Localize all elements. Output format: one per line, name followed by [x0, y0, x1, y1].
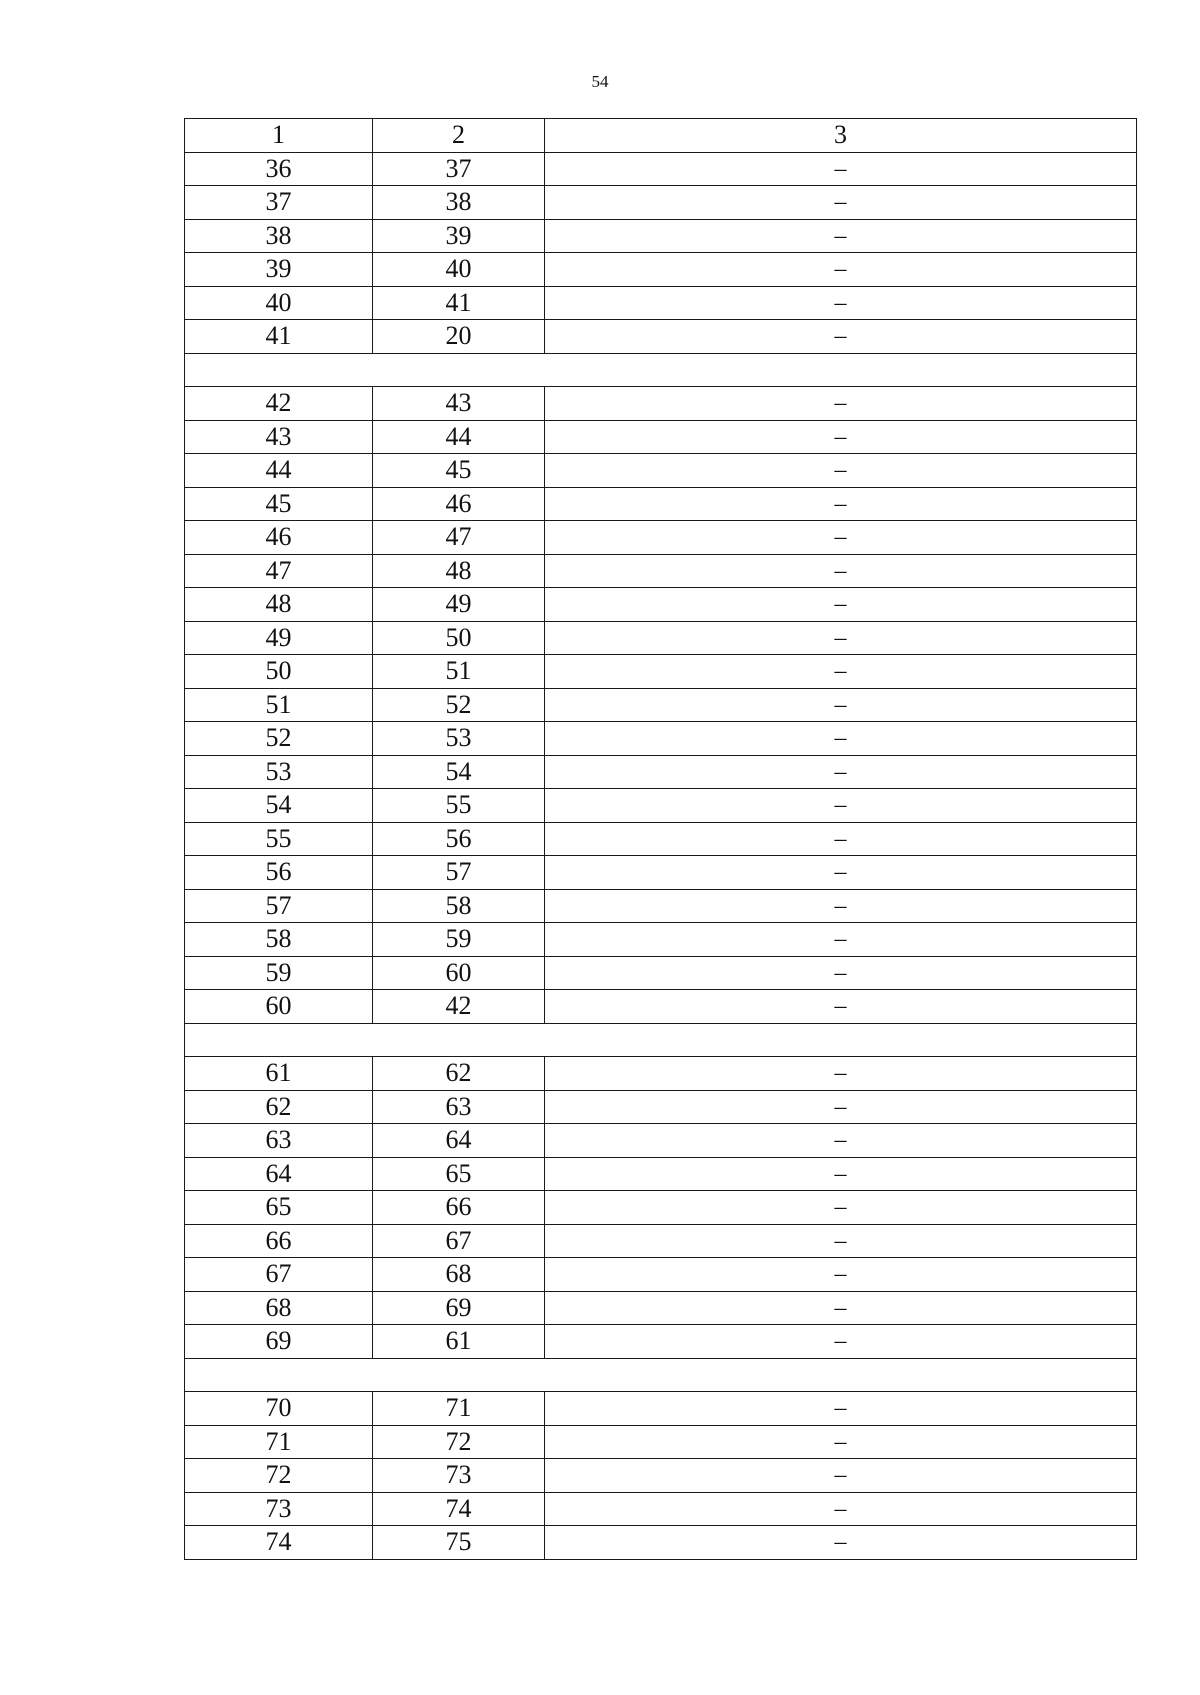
cell-value: – [545, 621, 1137, 655]
blank-separator-row [185, 353, 1137, 387]
cell-to: 52 [373, 688, 545, 722]
cell-value: – [545, 1492, 1137, 1526]
cell-to: 38 [373, 186, 545, 220]
cell-to: 59 [373, 923, 545, 957]
table-row [185, 1392, 1137, 1426]
cell-to: 75 [373, 1526, 545, 1560]
cell-from: 40 [185, 286, 373, 320]
table-row [185, 722, 1137, 756]
table-row [185, 1425, 1137, 1459]
data-table-container [184, 118, 1136, 1560]
cell-to: 57 [373, 856, 545, 890]
column-header-3: 3 [545, 119, 1137, 153]
cell-to: 51 [373, 655, 545, 689]
cell-from: 43 [185, 420, 373, 454]
cell-from: 64 [185, 1157, 373, 1191]
cell-to: 73 [373, 1459, 545, 1493]
cell-from: 42 [185, 387, 373, 421]
cell-value: – [545, 186, 1137, 220]
cell-from: 72 [185, 1459, 373, 1493]
cell-to: 60 [373, 956, 545, 990]
cell-to: 53 [373, 722, 545, 756]
table-body [185, 152, 1137, 1559]
table-row [185, 152, 1137, 186]
cell-value: – [545, 286, 1137, 320]
cell-from: 53 [185, 755, 373, 789]
cell-from: 58 [185, 923, 373, 957]
cell-to: 72 [373, 1425, 545, 1459]
cell-value: – [545, 1425, 1137, 1459]
blank-separator-row [185, 1023, 1137, 1057]
cell-value: – [545, 1224, 1137, 1258]
cell-value: – [545, 521, 1137, 555]
cell-to: 40 [373, 253, 545, 287]
cell-value: – [545, 688, 1137, 722]
blank-separator-row [185, 1358, 1137, 1392]
cell-value: – [545, 856, 1137, 890]
cell-value: – [545, 1526, 1137, 1560]
cell-to: 65 [373, 1157, 545, 1191]
table-row [185, 1258, 1137, 1292]
cell-from: 41 [185, 320, 373, 354]
cell-from: 57 [185, 889, 373, 923]
cell-to: 43 [373, 387, 545, 421]
cell-from: 54 [185, 789, 373, 823]
cell-from: 67 [185, 1258, 373, 1292]
blank-separator-cell [185, 1023, 1137, 1057]
cell-from: 60 [185, 990, 373, 1024]
cell-value: – [545, 253, 1137, 287]
table-row [185, 856, 1137, 890]
cell-to: 37 [373, 152, 545, 186]
cell-from: 56 [185, 856, 373, 890]
cell-value: – [545, 420, 1137, 454]
cell-to: 54 [373, 755, 545, 789]
cell-value: – [545, 722, 1137, 756]
cell-value: – [545, 1291, 1137, 1325]
cell-from: 37 [185, 186, 373, 220]
table-row [185, 1057, 1137, 1091]
cell-from: 65 [185, 1191, 373, 1225]
cell-to: 49 [373, 588, 545, 622]
cell-to: 67 [373, 1224, 545, 1258]
cell-from: 44 [185, 454, 373, 488]
cell-from: 36 [185, 152, 373, 186]
cell-from: 68 [185, 1291, 373, 1325]
cell-from: 49 [185, 621, 373, 655]
table-row [185, 688, 1137, 722]
cell-to: 42 [373, 990, 545, 1024]
table-row [185, 822, 1137, 856]
cell-from: 70 [185, 1392, 373, 1426]
cell-to: 69 [373, 1291, 545, 1325]
table-row [185, 387, 1137, 421]
table-row [185, 1090, 1137, 1124]
table-row [185, 1526, 1137, 1560]
cell-value: – [545, 755, 1137, 789]
table-row [185, 1224, 1137, 1258]
table-row [185, 889, 1137, 923]
cell-to: 39 [373, 219, 545, 253]
table-row [185, 554, 1137, 588]
cell-to: 61 [373, 1325, 545, 1359]
table-row [185, 956, 1137, 990]
cell-value: – [545, 655, 1137, 689]
cell-value: – [545, 1157, 1137, 1191]
cell-to: 50 [373, 621, 545, 655]
cell-from: 74 [185, 1526, 373, 1560]
cell-from: 45 [185, 487, 373, 521]
cell-value: – [545, 554, 1137, 588]
cell-to: 46 [373, 487, 545, 521]
cell-to: 58 [373, 889, 545, 923]
blank-separator-cell [185, 353, 1137, 387]
cell-to: 63 [373, 1090, 545, 1124]
table-row [185, 454, 1137, 488]
cell-from: 38 [185, 219, 373, 253]
cell-value: – [545, 1325, 1137, 1359]
cell-from: 46 [185, 521, 373, 555]
table-row [185, 420, 1137, 454]
cell-to: 56 [373, 822, 545, 856]
table-row [185, 755, 1137, 789]
table-row [185, 789, 1137, 823]
cell-from: 39 [185, 253, 373, 287]
cell-value: – [545, 219, 1137, 253]
table-row [185, 1325, 1137, 1359]
table-row [185, 1291, 1137, 1325]
cell-from: 52 [185, 722, 373, 756]
cell-value: – [545, 923, 1137, 957]
cell-value: – [545, 1057, 1137, 1091]
cell-to: 20 [373, 320, 545, 354]
column-header-1: 1 [185, 119, 373, 153]
cell-to: 66 [373, 1191, 545, 1225]
cell-value: – [545, 990, 1137, 1024]
table-header-row [185, 119, 1137, 153]
table-row [185, 1492, 1137, 1526]
cell-to: 62 [373, 1057, 545, 1091]
cell-from: 63 [185, 1124, 373, 1158]
table-row [185, 487, 1137, 521]
cell-value: – [545, 956, 1137, 990]
cell-to: 44 [373, 420, 545, 454]
cell-from: 66 [185, 1224, 373, 1258]
cell-from: 48 [185, 588, 373, 622]
cell-value: – [545, 789, 1137, 823]
cell-from: 61 [185, 1057, 373, 1091]
cell-from: 69 [185, 1325, 373, 1359]
cell-from: 73 [185, 1492, 373, 1526]
cell-to: 45 [373, 454, 545, 488]
cell-to: 74 [373, 1492, 545, 1526]
cell-from: 62 [185, 1090, 373, 1124]
cell-from: 47 [185, 554, 373, 588]
table-row [185, 1191, 1137, 1225]
cell-from: 71 [185, 1425, 373, 1459]
page-number: 54 [591, 72, 609, 91]
cell-from: 59 [185, 956, 373, 990]
cell-value: – [545, 320, 1137, 354]
table-row [185, 1157, 1137, 1191]
table-row [185, 588, 1137, 622]
cell-to: 48 [373, 554, 545, 588]
table-row [185, 286, 1137, 320]
cell-value: – [545, 889, 1137, 923]
cell-value: – [545, 1459, 1137, 1493]
cell-value: – [545, 487, 1137, 521]
cell-from: 51 [185, 688, 373, 722]
cell-value: – [545, 588, 1137, 622]
cell-to: 55 [373, 789, 545, 823]
blank-separator-cell [185, 1358, 1137, 1392]
cell-value: – [545, 1191, 1137, 1225]
cell-from: 55 [185, 822, 373, 856]
cell-to: 71 [373, 1392, 545, 1426]
cell-value: – [545, 1258, 1137, 1292]
cell-to: 41 [373, 286, 545, 320]
table-row [185, 253, 1137, 287]
table-row [185, 990, 1137, 1024]
table-row [185, 1459, 1137, 1493]
cell-value: – [545, 1124, 1137, 1158]
cell-value: – [545, 152, 1137, 186]
table-row [185, 1124, 1137, 1158]
cell-to: 68 [373, 1258, 545, 1292]
table-row [185, 923, 1137, 957]
column-header-2: 2 [373, 119, 545, 153]
table-row [185, 655, 1137, 689]
cell-value: – [545, 1392, 1137, 1426]
table-row [185, 521, 1137, 555]
table-row [185, 219, 1137, 253]
data-table [184, 118, 1137, 1560]
table-row [185, 186, 1137, 220]
cell-from: 50 [185, 655, 373, 689]
cell-value: – [545, 454, 1137, 488]
cell-to: 47 [373, 521, 545, 555]
cell-to: 64 [373, 1124, 545, 1158]
cell-value: – [545, 1090, 1137, 1124]
table-row [185, 621, 1137, 655]
table-row [185, 320, 1137, 354]
cell-value: – [545, 822, 1137, 856]
cell-value: – [545, 387, 1137, 421]
